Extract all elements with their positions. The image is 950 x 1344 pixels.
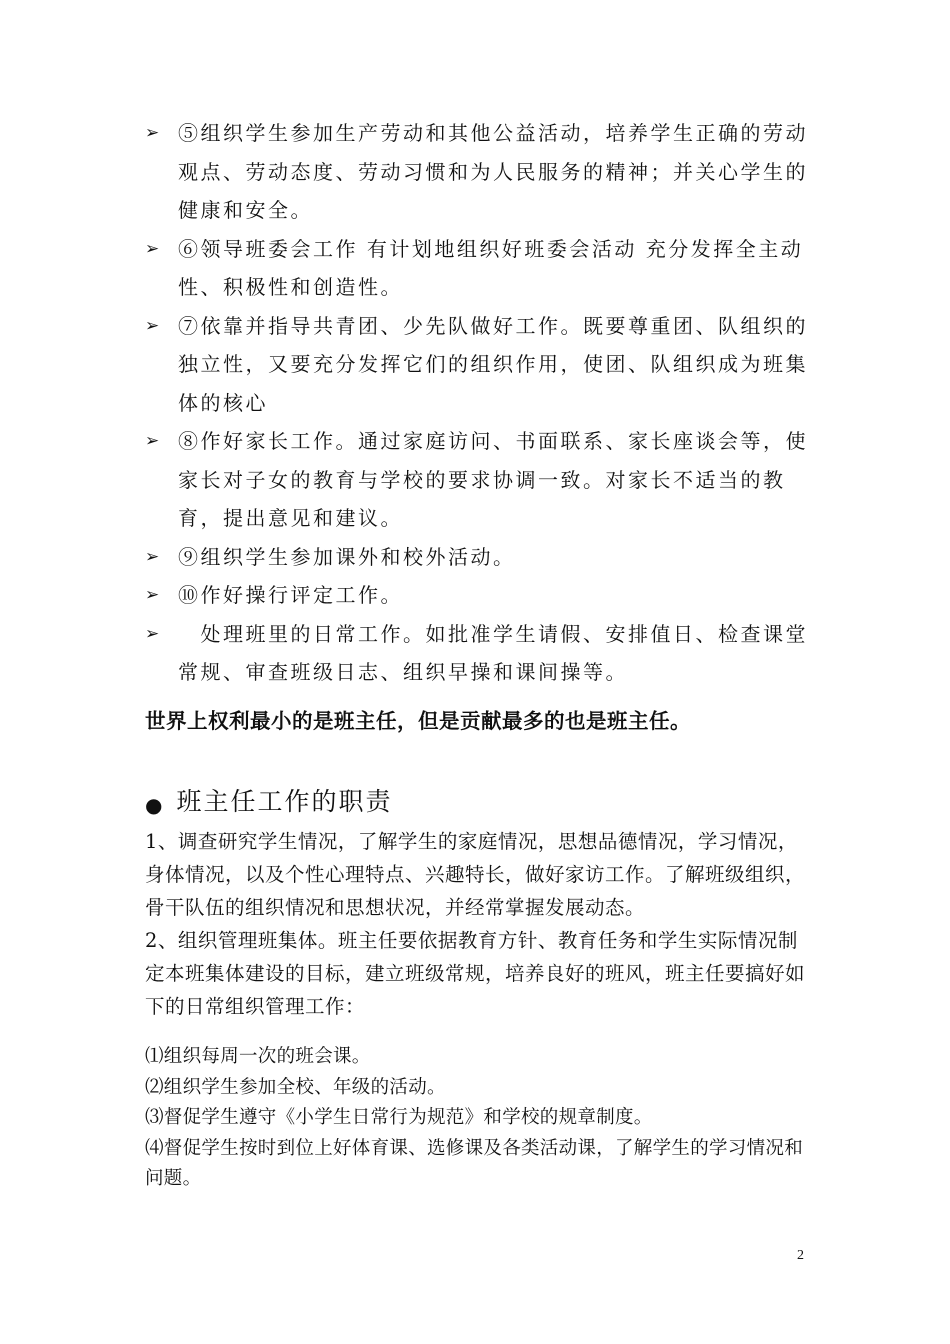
numbered-list <box>145 1042 813 1195</box>
round-bullet-icon: ● <box>145 793 165 817</box>
bullet-text: ⑥领导班委会工作 有计划地组织好班委会活动 充分发挥全主动性、积极性和创造性。 <box>178 236 804 299</box>
arrow-bullet-icon: ➢ <box>145 546 160 567</box>
bullet-item <box>145 615 815 692</box>
bullet-text: 处理班里的日常工作。如批准学生请假、安排值日、检查课堂常规、审查班级日志、组织早操和课间操等。 <box>178 621 808 684</box>
bullet-text: ⑩作好操行评定工作。 <box>178 583 403 607</box>
bullet-item <box>145 538 815 577</box>
paragraph: 1、调查研究学生情况，了解学生的家庭情况，思想品德情况，学习情况，身体情况，以及个性心理特点、兴趣特长，做好家访工作。了解班级组织，骨干队伍的组织情况和思想状况，并经常掌握发展动态。 <box>145 830 806 919</box>
section-title: 班主任工作的职责 <box>176 787 393 816</box>
list-item: ⑶督促学生遵守《小学生日常行为规范》和学校的规章制度。 <box>145 1107 653 1128</box>
bullet-text: ⑤组织学生参加生产劳动和其他公益活动，培养学生正确的劳动观点、劳动态度、劳动习惯和为人民服务的精神；并关心学生的健康和安全。 <box>178 121 808 222</box>
section-heading <box>145 782 392 818</box>
list-item: ⑴组织每周一次的班会课。 <box>145 1046 371 1067</box>
bullet-item <box>145 576 815 615</box>
bullet-text: ⑧作好家长工作。通过家庭访问、书面联系、家长座谈会等，使家长对子女的教育与学校的要求协调一致。对家长不适当的教育，提出意见和建议。 <box>178 429 808 530</box>
arrow-bullet-icon: ➢ <box>145 123 160 143</box>
bullet-text: ⑨组织学生参加课外和校外活动。 <box>178 544 516 569</box>
arrow-bullet-icon: ➢ <box>145 315 160 336</box>
bold-statement: 世界上权利最小的是班主任，但是贡献最多的也是班主任。 <box>145 709 691 733</box>
duty-bullet-list <box>145 114 815 692</box>
paragraph: 2、组织管理班集体。班主任要依据教育方针、教育任务和学生实际情况制定本班集体建设的目标，建立班级常规，培养良好的班风，班主任要搞好如下的日常组织管理工作： <box>145 929 806 1018</box>
bullet-item <box>145 230 815 307</box>
bullet-item <box>145 307 815 423</box>
arrow-bullet-icon: ➢ <box>145 585 160 605</box>
list-item: ⑷督促学生按时到位上好体育课、选修课及各类活动课，了解学生的学习情况和问题。 <box>145 1137 804 1189</box>
page-number: 2 <box>797 1248 804 1263</box>
bullet-item <box>145 422 815 538</box>
arrow-bullet-icon: ➢ <box>145 431 160 451</box>
bullet-item <box>145 114 815 230</box>
arrow-bullet-icon: ➢ <box>145 238 160 259</box>
arrow-bullet-icon: ➢ <box>145 623 160 644</box>
bullet-text: ⑦依靠并指导共青团、少先队做好工作。既要尊重团、队组织的独立性，又要充分发挥它们的组织作用，使团、队组织成为班集体的核心 <box>178 313 808 415</box>
body-paragraphs <box>145 825 813 1023</box>
list-item: ⑵组织学生参加全校、年级的活动。 <box>145 1076 446 1098</box>
